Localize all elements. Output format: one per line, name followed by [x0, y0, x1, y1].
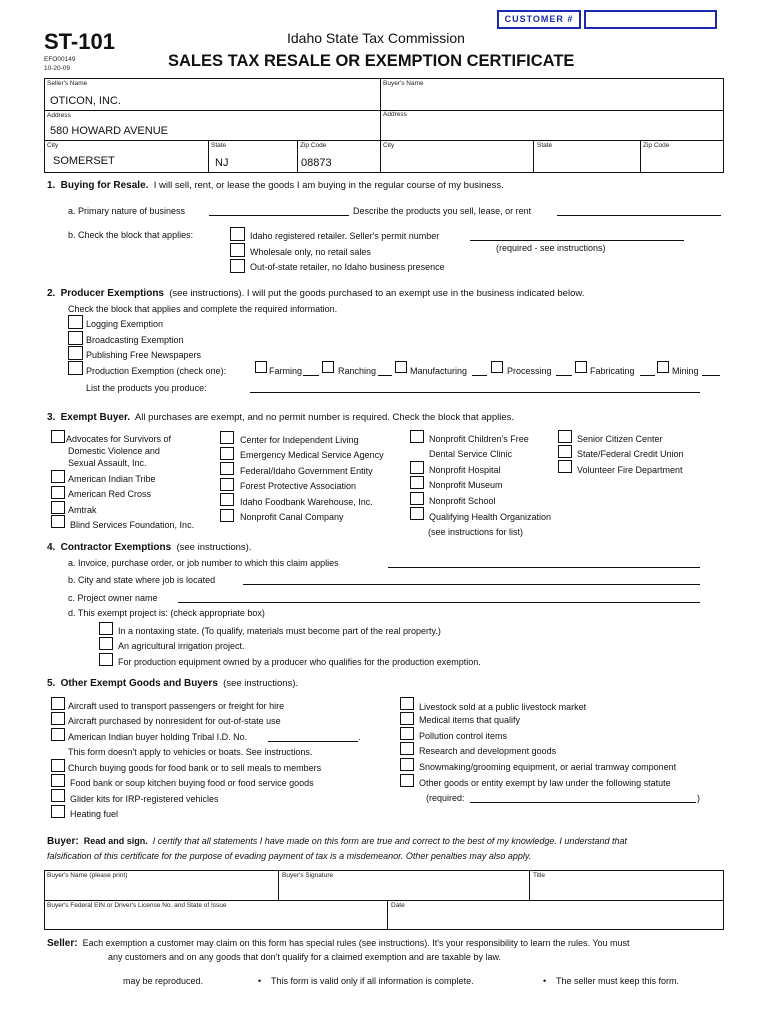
s4-city-state-label: b. City and state where job is located	[68, 575, 216, 585]
seller-bullet-3-dot: •	[543, 976, 547, 986]
s2-publishing-checkbox[interactable]	[68, 346, 83, 360]
buyer-cert-text-1: I certify that all statements I have made on this form are true and correct to the best of my knowledge. I understand that	[152, 836, 627, 846]
form-id: ST-101	[44, 29, 115, 54]
s1-registered-retailer-label: Idaho registered retailer. Seller's permit number	[250, 231, 440, 241]
s3-museum-label: Nonprofit Museum	[429, 480, 503, 490]
s3-senior-checkbox[interactable]	[558, 430, 572, 443]
seller-name-value[interactable]: OTICON, INC.	[50, 95, 121, 107]
section-2-title: Producer Exemptions	[60, 288, 164, 299]
s5-church-checkbox[interactable]	[51, 759, 65, 772]
buyer-title-label: Title	[533, 872, 546, 879]
s5-livestock-checkbox[interactable]	[400, 697, 414, 710]
s3-fire-dept-checkbox[interactable]	[558, 460, 572, 473]
s1-primary-nature-label: a. Primary nature of business	[68, 206, 186, 216]
s3-blind-services-label: Blind Services Foundation, Inc.	[70, 520, 195, 530]
s3-indian-tribe-checkbox[interactable]	[51, 470, 65, 483]
s3-credit-union-label: State/Federal Credit Union	[577, 449, 684, 459]
s1-wholesale-checkbox[interactable]	[230, 243, 245, 257]
s1-out-of-state-checkbox[interactable]	[230, 259, 245, 273]
buyer-ein-label: Buyer's Federal EIN or Driver's License No. and State of Issue	[47, 902, 227, 909]
buyer-cert-line-1	[47, 835, 627, 848]
s3-health-org-checkbox[interactable]	[410, 507, 424, 520]
seller-line-1	[47, 937, 630, 950]
s2-farming-checkbox[interactable]	[255, 361, 267, 373]
seller-name-label: Seller's Name	[47, 80, 88, 87]
s5-heating-fuel-checkbox[interactable]	[51, 805, 65, 818]
s3-dental-clinic-checkbox[interactable]	[410, 430, 424, 443]
seller-state-label: State	[211, 142, 227, 149]
section-1-title: Buying for Resale.	[60, 180, 149, 191]
s2-fabricating-label: Fabricating	[590, 366, 635, 376]
section-3-title: Exempt Buyer.	[60, 412, 131, 423]
s3-health-org-note: (see instructions for list)	[428, 527, 524, 537]
s4-production-equipment-checkbox[interactable]	[99, 653, 113, 666]
s2-production-checkbox[interactable]	[68, 361, 83, 375]
s2-logging-label: Logging Exemption	[86, 319, 164, 329]
s2-manufacturing-checkbox[interactable]	[395, 361, 407, 373]
s3-foodbank-checkbox[interactable]	[220, 493, 234, 506]
s2-mining-label: Mining	[672, 366, 699, 376]
s2-fabricating-checkbox[interactable]	[575, 361, 587, 373]
section-5-num: 5.	[47, 678, 56, 689]
s1-describe-label: Describe the products you sell, lease, or rent	[353, 206, 532, 216]
s3-red-cross-checkbox[interactable]	[51, 486, 65, 499]
s2-logging-checkbox[interactable]	[68, 315, 83, 329]
s3-amtrak-label: Amtrak	[68, 505, 97, 515]
s5-tribal-id-checkbox[interactable]	[51, 728, 65, 741]
s5-medical-checkbox[interactable]	[400, 712, 414, 725]
seller-label: Seller:	[47, 938, 78, 949]
section-1-num: 1.	[47, 180, 56, 191]
s5-tribal-id-field[interactable]	[268, 741, 358, 742]
s5-research-label: Research and development goods	[419, 746, 557, 756]
s4-city-state-field[interactable]	[243, 584, 700, 585]
s1-describe-field[interactable]	[557, 215, 721, 216]
s5-heating-fuel-label: Heating fuel	[70, 809, 119, 819]
s3-dental-clinic-label-2: Dental Service Clinic	[429, 449, 513, 459]
s1-registered-retailer-checkbox[interactable]	[230, 227, 245, 241]
s3-government-checkbox[interactable]	[220, 462, 234, 475]
s5-glider-checkbox[interactable]	[51, 789, 65, 802]
buyer-name-print-label: Buyer's Name (please print)	[47, 872, 128, 879]
form-date: 10-20-09	[44, 65, 71, 72]
s5-other-statute-checkbox[interactable]	[400, 774, 414, 787]
buyer-state-label: State	[537, 142, 553, 149]
buyer-name-label: Buyer's Name	[383, 80, 424, 87]
seller-bullet-2-dot: •	[258, 976, 262, 986]
s5-statute-field[interactable]	[470, 802, 696, 803]
s3-advocates-checkbox[interactable]	[51, 430, 65, 443]
s3-senior-label: Senior Citizen Center	[577, 434, 663, 444]
s5-livestock-label: Livestock sold at a public livestock market	[419, 702, 587, 712]
s3-hospital-checkbox[interactable]	[410, 461, 424, 474]
s5-food-bank-label: Food bank or soup kitchen buying food or food service goods	[70, 778, 314, 788]
s2-broadcasting-label: Broadcasting Exemption	[86, 335, 184, 345]
seller-zip-value[interactable]: 08873	[301, 157, 332, 169]
s1-out-of-state-label: Out-of-state retailer, no Idaho business presence	[250, 262, 445, 272]
seller-bullet-1: may be reproduced.	[123, 976, 204, 986]
section-5-text: (see instructions).	[223, 678, 299, 689]
s5-aircraft-nonresident-checkbox[interactable]	[51, 712, 65, 725]
s5-church-label: Church buying goods for food bank or to sell meals to members	[68, 763, 322, 773]
s2-ranching-checkbox[interactable]	[322, 361, 334, 373]
seller-zip-label: Zip Code	[300, 142, 327, 149]
s3-blind-services-checkbox[interactable]	[51, 515, 65, 528]
seller-text-1: Each exemption a customer may claim on this form has special rules (see instructions). It's your responsibility to learn the rules. You must	[82, 938, 630, 948]
section-2-heading	[47, 288, 584, 300]
s4-irrigation-label: An agricultural irrigation project.	[118, 641, 245, 651]
s4-project-label: d. This exempt project is: (check appropriate box)	[68, 608, 265, 618]
buyer-signature-label: Buyer's Signature	[282, 872, 334, 879]
customer-number-field[interactable]	[584, 10, 717, 29]
section-1-text: I will sell, rent, or lease the goods I am buying in the regular course of my business.	[153, 180, 504, 191]
s5-research-checkbox[interactable]	[400, 742, 414, 755]
s5-other-statute-label: Other goods or entity exempt by law under the following statute	[419, 778, 671, 788]
buyer-cert-line-2: falsification of this certificate for the purpose of evading payment of tax is a misdemeanor. Other penalties may also apply.	[47, 851, 532, 861]
s2-broadcasting-checkbox[interactable]	[68, 331, 83, 345]
section-3-text: All purchases are exempt, and no permit number is required. Check the block that applies.	[134, 412, 515, 423]
buyer-address-label: Address	[383, 111, 407, 118]
s3-school-label: Nonprofit School	[429, 496, 496, 506]
s3-foodbank-label: Idaho Foodbank Warehouse, Inc.	[240, 497, 373, 507]
s3-independent-living-checkbox[interactable]	[220, 431, 234, 444]
section-4-heading	[47, 542, 251, 554]
s3-museum-checkbox[interactable]	[410, 476, 424, 489]
seller-bullet-3: The seller must keep this form.	[556, 976, 680, 986]
s3-health-org-label: Qualifying Health Organization	[429, 512, 552, 522]
section-3-heading	[47, 412, 514, 424]
seller-line-2: any customers and on any goods that don't qualify for a claimed exemption and are taxable by law.	[108, 952, 501, 962]
customer-number-label: CUSTOMER #	[497, 10, 581, 29]
s5-snowmaking-label: Snowmaking/grooming equipment, or aerial tramway component	[419, 762, 677, 772]
s5-aircraft-nonresident-label: Aircraft purchased by nonresident for out-of-state use	[68, 716, 281, 726]
s3-fire-dept-label: Volunteer Fire Department	[577, 465, 683, 475]
s4-owner-label: c. Project owner name	[68, 593, 158, 603]
section-4-num: 4.	[47, 542, 56, 553]
s2-mining-checkbox[interactable]	[657, 361, 669, 373]
s1-wholesale-label: Wholesale only, no retail sales	[250, 247, 371, 257]
s3-advocates-label-1: Advocates for Survivors of	[66, 434, 172, 444]
seller-address-label: Address	[47, 112, 71, 119]
s4-nontaxing-checkbox[interactable]	[99, 622, 113, 635]
section-1-heading	[47, 180, 504, 192]
s3-independent-living-label: Center for Independent Living	[240, 435, 359, 445]
agency-name: Idaho State Tax Commission	[287, 30, 465, 46]
s5-pollution-label: Pollution control items	[419, 731, 508, 741]
s5-tribal-id-period: .	[358, 732, 361, 742]
s2-processing-checkbox[interactable]	[491, 361, 503, 373]
section-4-title: Contractor Exemptions	[60, 542, 172, 553]
s4-invoice-label: a. Invoice, purchase order, or job number to which this claim applies	[68, 558, 339, 568]
s5-pollution-checkbox[interactable]	[400, 727, 414, 740]
s4-irrigation-checkbox[interactable]	[99, 637, 113, 650]
s3-red-cross-label: American Red Cross	[68, 489, 152, 499]
s2-sub: Check the block that applies and complete the required information.	[68, 304, 338, 314]
s3-advocates-label-2: Domestic Violence and	[68, 446, 160, 456]
seller-city-label: City	[47, 142, 59, 149]
s4-invoice-field[interactable]	[388, 567, 700, 568]
s2-ranching-label: Ranching	[338, 366, 377, 376]
s1-check-label: b. Check the block that applies:	[68, 230, 194, 240]
s1-permit-number-field[interactable]	[470, 240, 684, 241]
s5-required-close: )	[697, 793, 700, 803]
s3-school-checkbox[interactable]	[410, 492, 424, 505]
section-3-num: 3.	[47, 412, 56, 423]
s3-ems-label: Emergency Medical Service Agency	[240, 450, 384, 460]
buyer-date-label: Date	[391, 902, 405, 909]
s3-government-label: Federal/Idaho Government Entity	[240, 466, 373, 476]
s2-publishing-label: Publishing Free Newspapers	[86, 350, 202, 360]
s3-hospital-label: Nonprofit Hospital	[429, 465, 501, 475]
s2-products-field[interactable]	[250, 392, 700, 393]
s1-permit-note: (required - see instructions)	[496, 243, 606, 253]
s3-canal-checkbox[interactable]	[220, 509, 234, 522]
s3-dental-clinic-label-1: Nonprofit Children's Free	[429, 434, 529, 444]
buyer-city-label: City	[383, 142, 395, 149]
s3-canal-label: Nonprofit Canal Company	[240, 512, 344, 522]
s2-processing-label: Processing	[507, 366, 552, 376]
s5-required-label: (required:	[426, 793, 465, 803]
s2-products-label: List the products you produce:	[86, 383, 207, 393]
buyer-read-sign: Read and sign.	[83, 836, 148, 846]
s5-food-bank-checkbox[interactable]	[51, 774, 65, 787]
seller-address-value[interactable]: 580 HOWARD AVENUE	[50, 125, 168, 137]
seller-city-value[interactable]: SOMERSET	[53, 155, 115, 167]
s2-farming-label: Farming	[269, 366, 303, 376]
page-title: SALES TAX RESALE OR EXEMPTION CERTIFICATE	[168, 52, 575, 70]
s5-medical-label: Medical items that qualify	[419, 715, 521, 725]
buyer-zip-label: Zip Code	[643, 142, 670, 149]
s4-nontaxing-label: In a nontaxing state. (To qualify, materials must become part of the real property.)	[118, 626, 441, 636]
section-4-text: (see instructions).	[176, 542, 252, 553]
s3-indian-tribe-label: American Indian Tribe	[68, 474, 156, 484]
s5-aircraft-hire-checkbox[interactable]	[51, 697, 65, 710]
s3-advocates-label-3: Sexual Assault, Inc.	[68, 458, 147, 468]
s5-tribal-id-label: American Indian buyer holding Tribal I.D. No.	[68, 732, 248, 742]
s5-snowmaking-checkbox[interactable]	[400, 758, 414, 771]
seller-state-value[interactable]: NJ	[215, 157, 229, 169]
seller-bullet-2: This form is valid only if all information is complete.	[271, 976, 474, 986]
section-2-num: 2.	[47, 288, 56, 299]
buyer-label: Buyer:	[47, 836, 79, 847]
s5-glider-label: Glider kits for IRP-registered vehicles	[70, 794, 219, 804]
s2-manufacturing-label: Manufacturing	[410, 366, 468, 376]
s5-aircraft-hire-label: Aircraft used to transport passengers or freight for hire	[68, 701, 285, 711]
s3-amtrak-checkbox[interactable]	[51, 501, 65, 514]
s3-forest-checkbox[interactable]	[220, 478, 234, 491]
s4-owner-field[interactable]	[178, 602, 700, 603]
section-2-text: (see instructions). I will put the goods purchased to an exempt use in the business indicated below.	[169, 288, 585, 299]
s4-production-equipment-label: For production equipment owned by a producer who qualifies for the production exemption.	[118, 657, 481, 667]
section-5-heading	[47, 678, 298, 690]
s3-forest-label: Forest Protective Association	[240, 481, 357, 491]
section-5-title: Other Exempt Goods and Buyers	[60, 678, 218, 689]
form-efo: EFO00149	[44, 56, 76, 63]
s3-credit-union-checkbox[interactable]	[558, 445, 572, 458]
s3-ems-checkbox[interactable]	[220, 447, 234, 460]
s5-vehicles-note: This form doesn't apply to vehicles or boats. See instructions.	[68, 747, 313, 757]
s2-production-label: Production Exemption (check one):	[86, 366, 227, 376]
s1-primary-nature-field[interactable]	[209, 215, 349, 216]
